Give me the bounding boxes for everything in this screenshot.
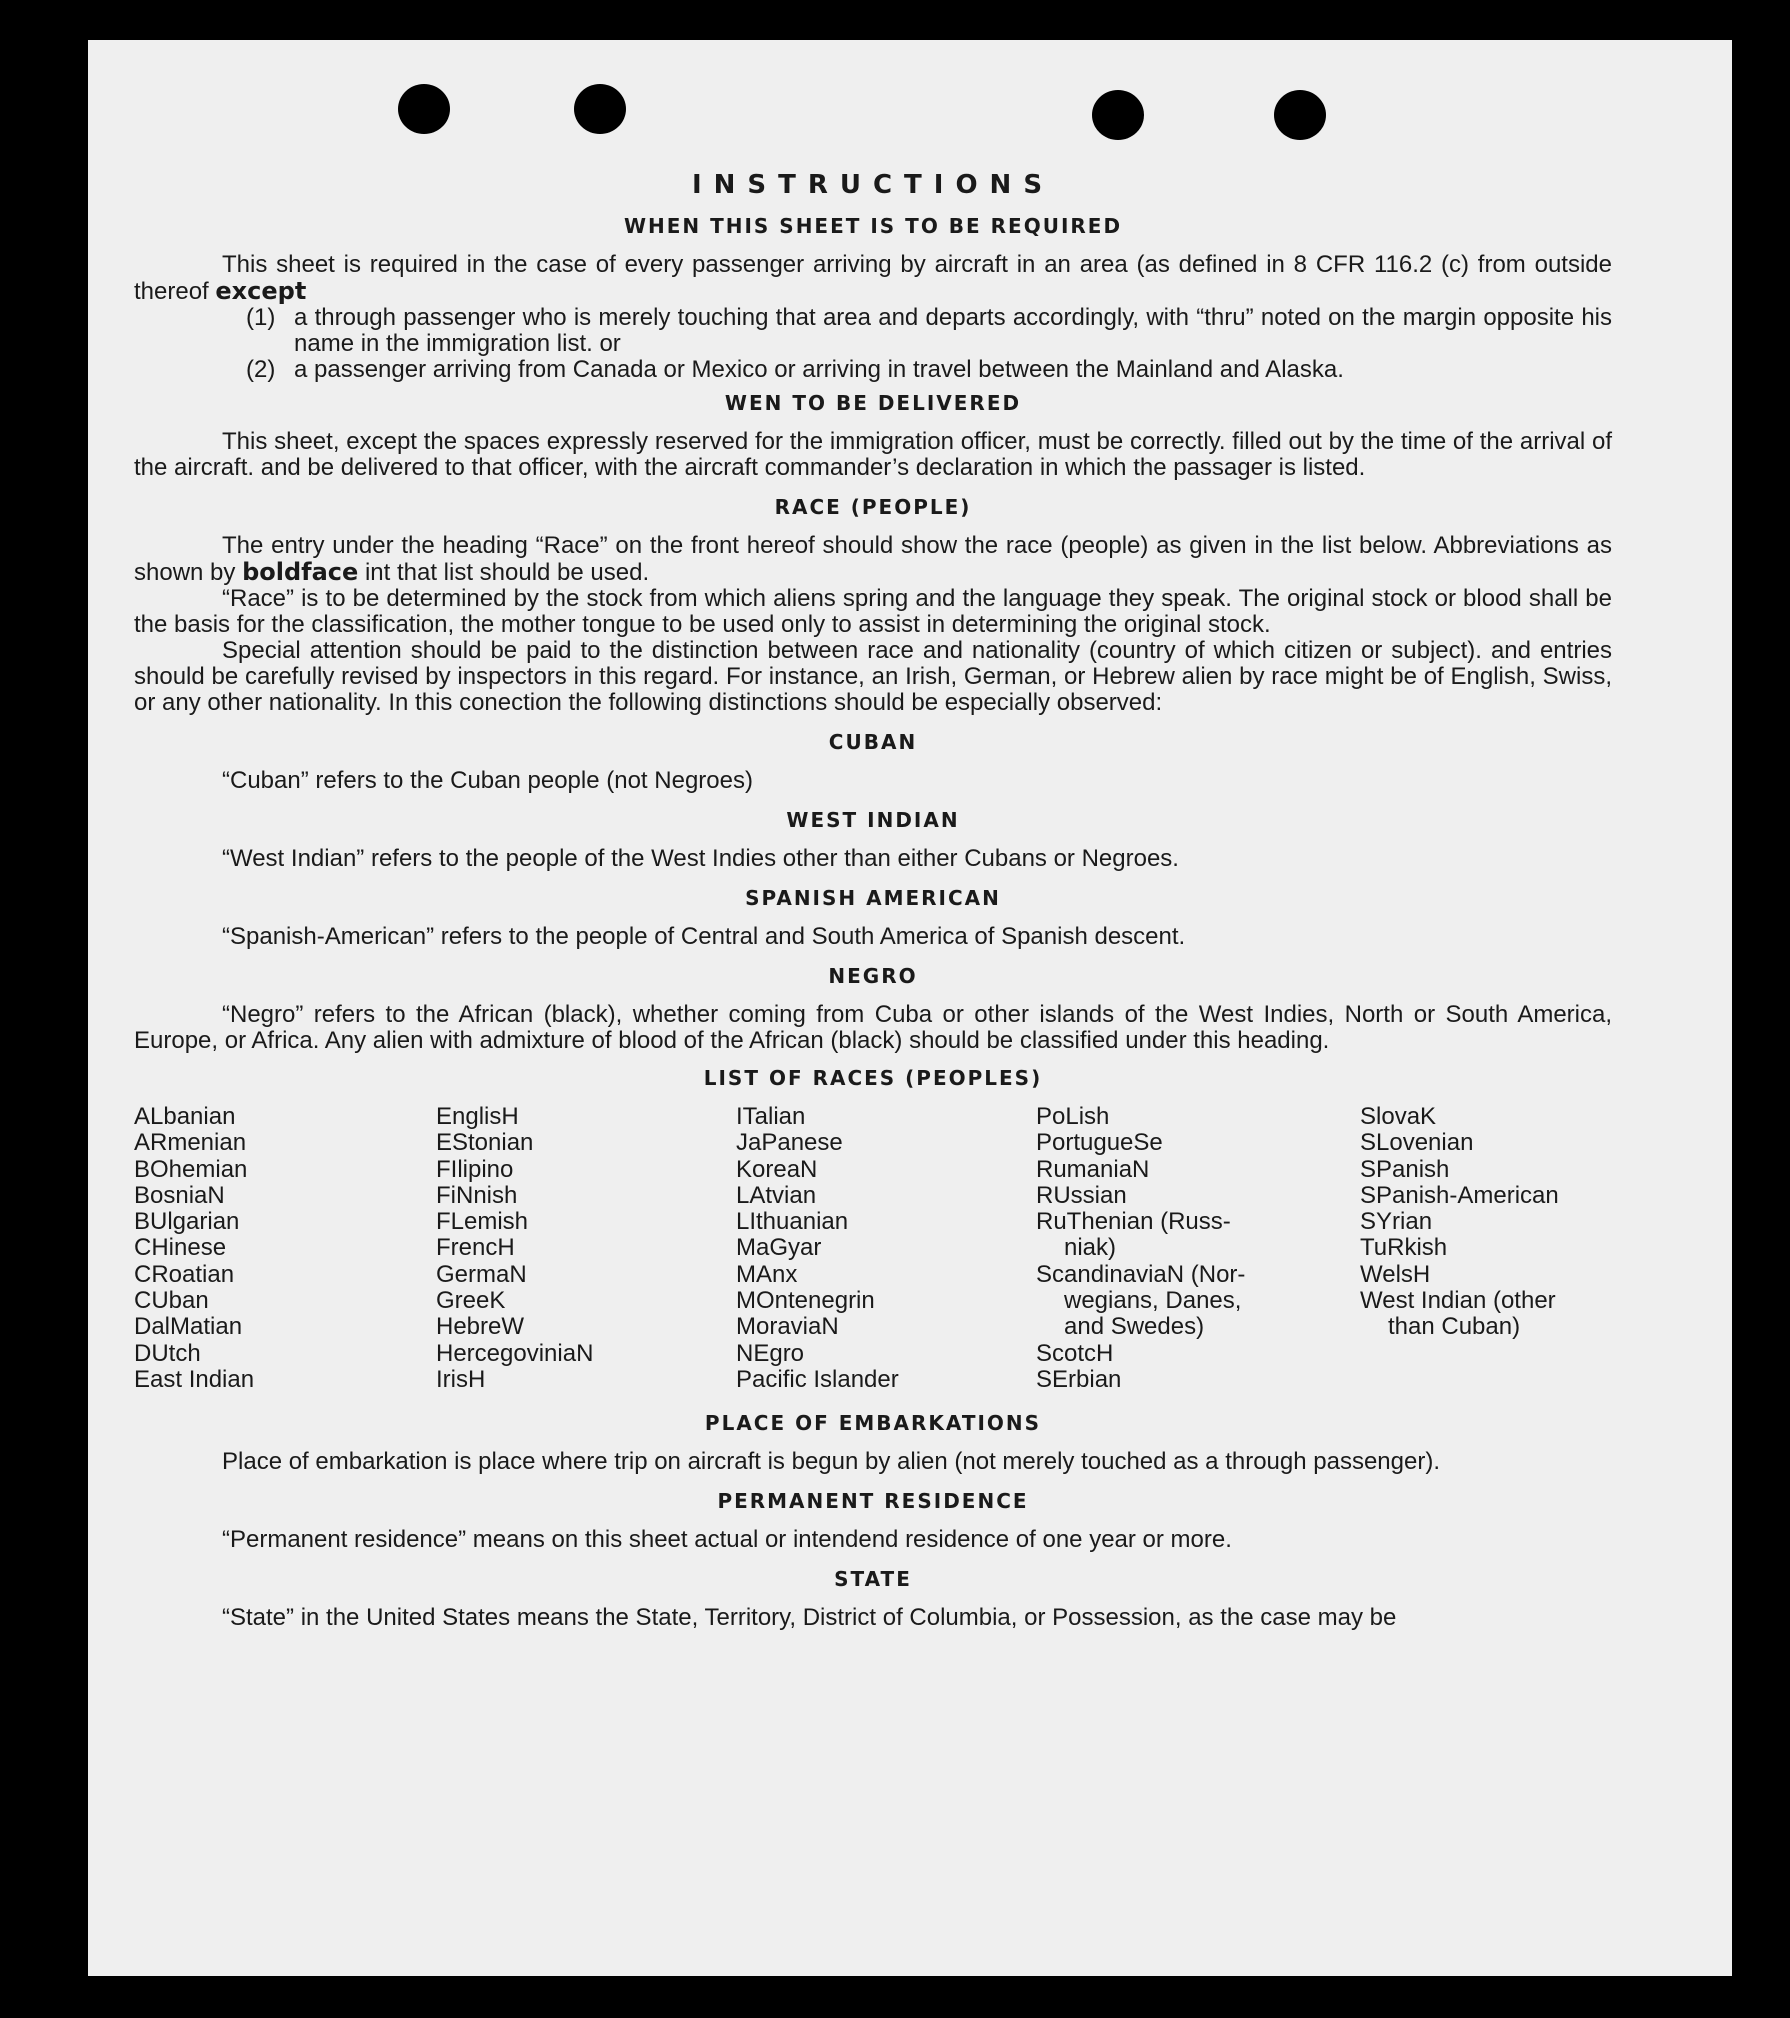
race-entry: GermaN xyxy=(436,1260,527,1288)
section-heading-delivered: WEN TO BE DELIVERED xyxy=(724,391,1022,415)
race-entry: EStonian xyxy=(436,1129,534,1157)
race-entry: HercegoviniaN xyxy=(436,1339,594,1367)
section-heading-cuban: CUBAN xyxy=(828,730,918,754)
race-entry: BosniaN xyxy=(134,1181,225,1209)
race-entry: EnglisH xyxy=(436,1103,519,1130)
section-heading-race-list: LIST OF RACES (PEOPLES) xyxy=(703,1066,1043,1090)
race-entry: PoLish xyxy=(1036,1103,1110,1130)
race-entry: RuThenian (Russ- xyxy=(1036,1208,1231,1236)
race-entry: MoraviaN xyxy=(736,1313,839,1341)
race-entry: DUtch xyxy=(134,1339,201,1367)
residence-text: “Permanent residence” means on this sheet actual or intendend residence of one year or more. xyxy=(222,1526,1232,1554)
race-entry: ITalian xyxy=(736,1103,806,1130)
race-entry: PortugueSe xyxy=(1036,1129,1163,1157)
exception-item: (1) a through passenger who is merely touching that area and departs accordingly, with “thru” noted on the margin opposite his name in the immigration list. or xyxy=(246,304,1612,357)
section-heading-race: RACE (PEOPLE) xyxy=(774,495,972,519)
race-entry: JaPanese xyxy=(736,1129,843,1157)
race-entry: SPanish-American xyxy=(1360,1181,1559,1209)
race-entry: RUssian xyxy=(1036,1181,1127,1209)
race-entry: MOntenegrin xyxy=(736,1287,875,1315)
race-column xyxy=(134,1104,436,1393)
race-entry: LIthuanian xyxy=(736,1208,849,1236)
race-entry: ALbanian xyxy=(134,1103,236,1130)
document-page xyxy=(88,40,1732,1976)
race-entry: HebreW xyxy=(436,1313,525,1341)
race-entry: SlovaK xyxy=(1360,1103,1437,1130)
race-list xyxy=(134,1104,1612,1393)
race-paragraph-2: “Race” is to be determined by the stock from which aliens spring and the language they speak. The original stock or blood shall be the basis for the classification, the mother tongue to be used only to assist in determining the original stock. xyxy=(134,585,1612,638)
race-entry: ScotcH xyxy=(1036,1339,1114,1367)
race-entry: CUban xyxy=(134,1287,209,1315)
race-entry: Pacific Islander xyxy=(736,1365,899,1393)
race-entry: IrisH xyxy=(436,1365,486,1393)
cuban-text: “Cuban” refers to the Cuban people (not Negroes) xyxy=(222,767,753,794)
race-paragraph-3: Special attention should be paid to the distinction between race and nationality (country of which citizen or subject). and entries should be carefully revised by inspectors in this regard. For instance, an Irish, German, or Hebrew alien by race might be of English, Swiss, or any other nationality. In this conection the following distinctions should be especially observed: xyxy=(134,637,1612,716)
punch-hole xyxy=(574,84,626,134)
page-title: INSTRUCTIONS xyxy=(691,170,1055,200)
race-entry: LAtvian xyxy=(736,1181,817,1209)
race-entry: SPanish xyxy=(1360,1155,1450,1183)
section-heading-embarkation: PLACE OF EMBARKATIONS xyxy=(704,1411,1042,1436)
west-indian-text: “West Indian” refers to the people of the West Indies other than either Cubans or Negroes. xyxy=(222,845,1179,872)
race-entry: FiNnish xyxy=(436,1181,518,1209)
race-entry: SYrian xyxy=(1360,1208,1433,1236)
race-entry: GreeK xyxy=(436,1287,506,1315)
race-column xyxy=(1036,1104,1360,1393)
negro-text: “Negro” refers to the African (black), whether coming from Cuba or other islands of the West Indies, North or South America, Europe, or Africa. Any alien with admixture of blood of the African (black) should be classified under this heading. xyxy=(134,1001,1612,1054)
required-intro: This sheet is required in the case of every passenger arriving by aircraft in an area (as defined in 8 CFR 116.2 (c) from outside thereof except xyxy=(134,251,1612,305)
race-entry: MAnx xyxy=(736,1260,798,1288)
exception-item: (2) a passenger arriving from Canada or Mexico or arriving in travel between the Mainland and Alaska. xyxy=(246,356,1344,383)
race-entry: FIlipino xyxy=(436,1155,514,1183)
race-entry: SLovenian xyxy=(1360,1129,1474,1157)
section-heading-state: STATE xyxy=(834,1567,912,1592)
race-entry: ScandinaviaN (Nor- xyxy=(1036,1260,1246,1288)
race-column xyxy=(736,1104,1036,1393)
section-heading-negro: NEGRO xyxy=(828,964,918,988)
embarkation-text: Place of embarkation is place where trip on aircraft is begun by alien (not merely touched as a through passenger). xyxy=(222,1448,1440,1476)
race-entry: East Indian xyxy=(134,1365,255,1393)
race-entry: BUlgarian xyxy=(134,1208,240,1236)
race-entry: than Cuban) xyxy=(1388,1313,1521,1341)
section-heading-residence: PERMANENT RESIDENCE xyxy=(717,1489,1029,1514)
punch-hole xyxy=(1274,90,1326,140)
document-content xyxy=(134,170,1612,1631)
race-entry: FLemish xyxy=(436,1208,529,1236)
race-entry: West Indian (other xyxy=(1360,1287,1556,1315)
race-entry: RumaniaN xyxy=(1036,1155,1150,1183)
spanish-american-text: “Spanish-American” refers to the people of Central and South America of Spanish descent. xyxy=(222,923,1186,950)
race-entry: niak) xyxy=(1064,1234,1117,1262)
race-entry: and Swedes) xyxy=(1064,1313,1205,1341)
state-text: “State” in the United States means the State, Territory, District of Columbia, or Possession, as the case may be xyxy=(222,1604,1397,1632)
race-entry: WelsH xyxy=(1360,1260,1431,1288)
race-column xyxy=(1360,1104,1612,1393)
race-entry: BOhemian xyxy=(134,1155,248,1183)
race-entry: NEgro xyxy=(736,1339,805,1367)
race-paragraph-1: The entry under the heading “Race” on the front hereof should show the race (people) as given in the list below. Abbreviations as shown by boldface int that list should be used. xyxy=(134,532,1612,586)
race-column xyxy=(436,1104,736,1393)
section-heading-spanish-american: SPANISH AMERICAN xyxy=(745,886,1001,910)
race-entry: SErbian xyxy=(1036,1365,1122,1393)
punch-hole xyxy=(398,84,450,134)
race-entry: CRoatian xyxy=(134,1260,235,1288)
race-entry: FrencH xyxy=(436,1234,515,1262)
delivered-text: This sheet, except the spaces expressly reserved for the immigration officer, must be correctly. filled out by the time of the arrival of the aircraft. and be delivered to that officer, with the aircraft commander’s declaration in which the passager is listed. xyxy=(134,428,1612,481)
race-entry: TuRkish xyxy=(1360,1234,1448,1262)
section-heading-west-indian: WEST INDIAN xyxy=(786,808,960,832)
race-entry: KoreaN xyxy=(736,1155,818,1183)
section-heading-required: WHEN THIS SHEET IS TO BE REQUIRED xyxy=(623,214,1123,238)
race-entry: CHinese xyxy=(134,1234,227,1262)
race-entry: MaGyar xyxy=(736,1234,822,1262)
punch-hole xyxy=(1092,90,1144,140)
race-entry: DalMatian xyxy=(134,1313,243,1341)
race-entry: ARmenian xyxy=(134,1129,247,1157)
race-entry: wegians, Danes, xyxy=(1064,1287,1242,1315)
